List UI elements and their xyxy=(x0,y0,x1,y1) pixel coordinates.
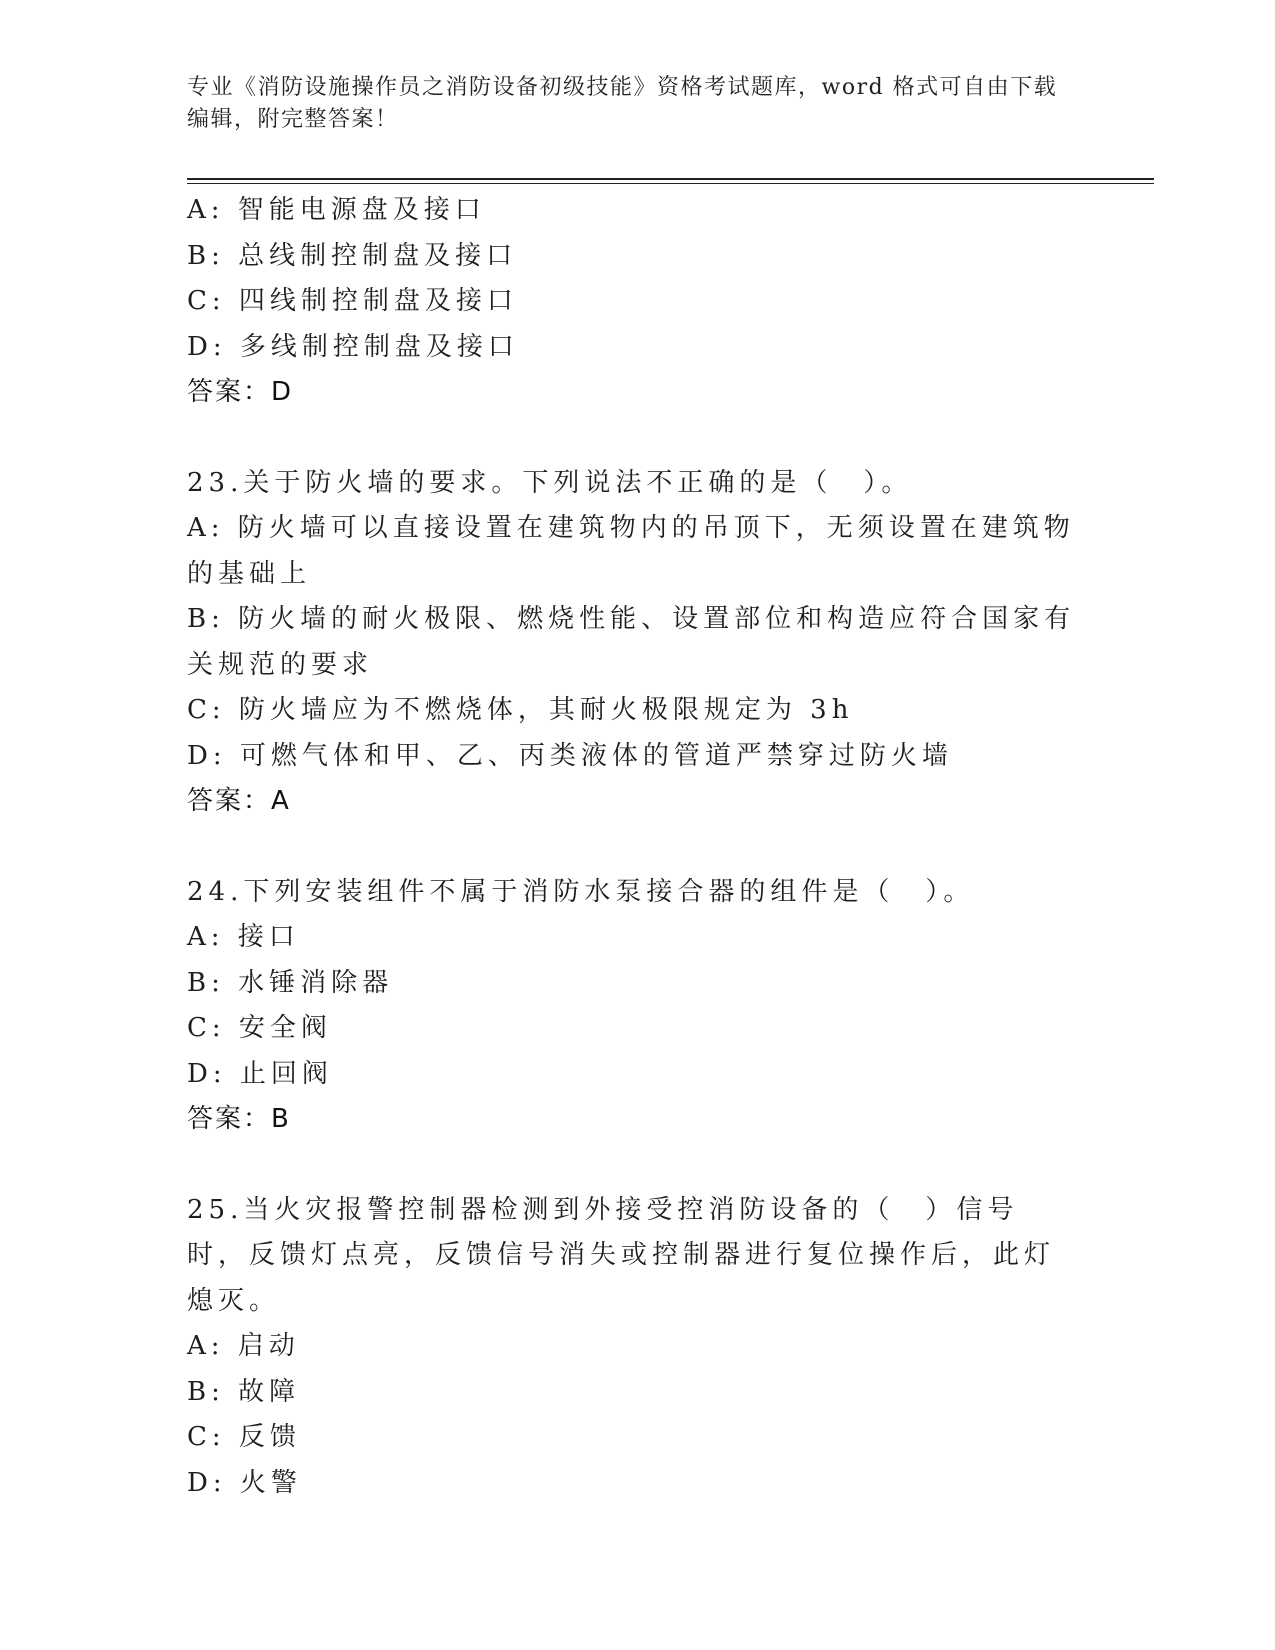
option-d: D: 可燃气体和甲、乙、丙类液体的管道严禁穿过防火墙 xyxy=(187,740,953,771)
question-stem: 23.关于防火墙的要求。下列说法不正确的是（ ）。 xyxy=(187,467,913,498)
question-22-continuation xyxy=(187,188,1077,416)
question-24 xyxy=(187,870,1077,1143)
option-a: A: 接口 xyxy=(187,922,300,952)
question-stem: 25.当火灾报警控制器检测到外接受控消防设备的（ ）信号时，反馈灯点亮，反馈信号消失或控制器进行复位操作后，此灯熄灭。 xyxy=(187,1194,1056,1316)
question-content xyxy=(187,188,1077,1506)
option-b: B: 防火墙的耐火极限、燃烧性能、设置部位和构造应符合国家有关规范的要求 xyxy=(187,604,1076,680)
option-b: B: 总线制控制盘及接口 xyxy=(187,240,518,271)
question-23 xyxy=(187,461,1077,825)
option-a: A: 智能电源盘及接口 xyxy=(187,195,486,225)
option-c: C: 安全阀 xyxy=(187,1013,332,1043)
answer: 答案：A xyxy=(187,786,291,816)
question-stem: 24.下列安装组件不属于消防水泵接合器的组件是（ ）。 xyxy=(187,876,975,907)
answer: 答案：D xyxy=(187,377,294,407)
option-d: D: 多线制控制盘及接口 xyxy=(187,331,519,362)
option-a: A: 防火墙可以直接设置在建筑物内的吊顶下，无须设置在建筑物的基础上 xyxy=(187,513,1075,589)
option-a: A: 启动 xyxy=(187,1331,300,1361)
header-rule-thick xyxy=(187,178,1154,180)
option-c: C: 防火墙应为不燃烧体，其耐火极限规定为 3h xyxy=(187,695,854,725)
option-d: D: 火警 xyxy=(187,1467,302,1498)
option-c: C: 四线制控制盘及接口 xyxy=(187,286,518,316)
option-c: C: 反馈 xyxy=(187,1422,301,1452)
header-rule-thin xyxy=(187,183,1154,184)
option-b: B: 水锤消除器 xyxy=(187,967,394,998)
option-d: D: 止回阀 xyxy=(187,1058,333,1089)
answer: 答案：B xyxy=(187,1104,291,1134)
question-25 xyxy=(187,1188,1077,1507)
option-b: B: 故障 xyxy=(187,1376,301,1407)
document-header: 专业《消防设施操作员之消防设备初级技能》资格考试题库，word 格式可自由下载编辑，附完整答案！ xyxy=(187,75,1058,132)
